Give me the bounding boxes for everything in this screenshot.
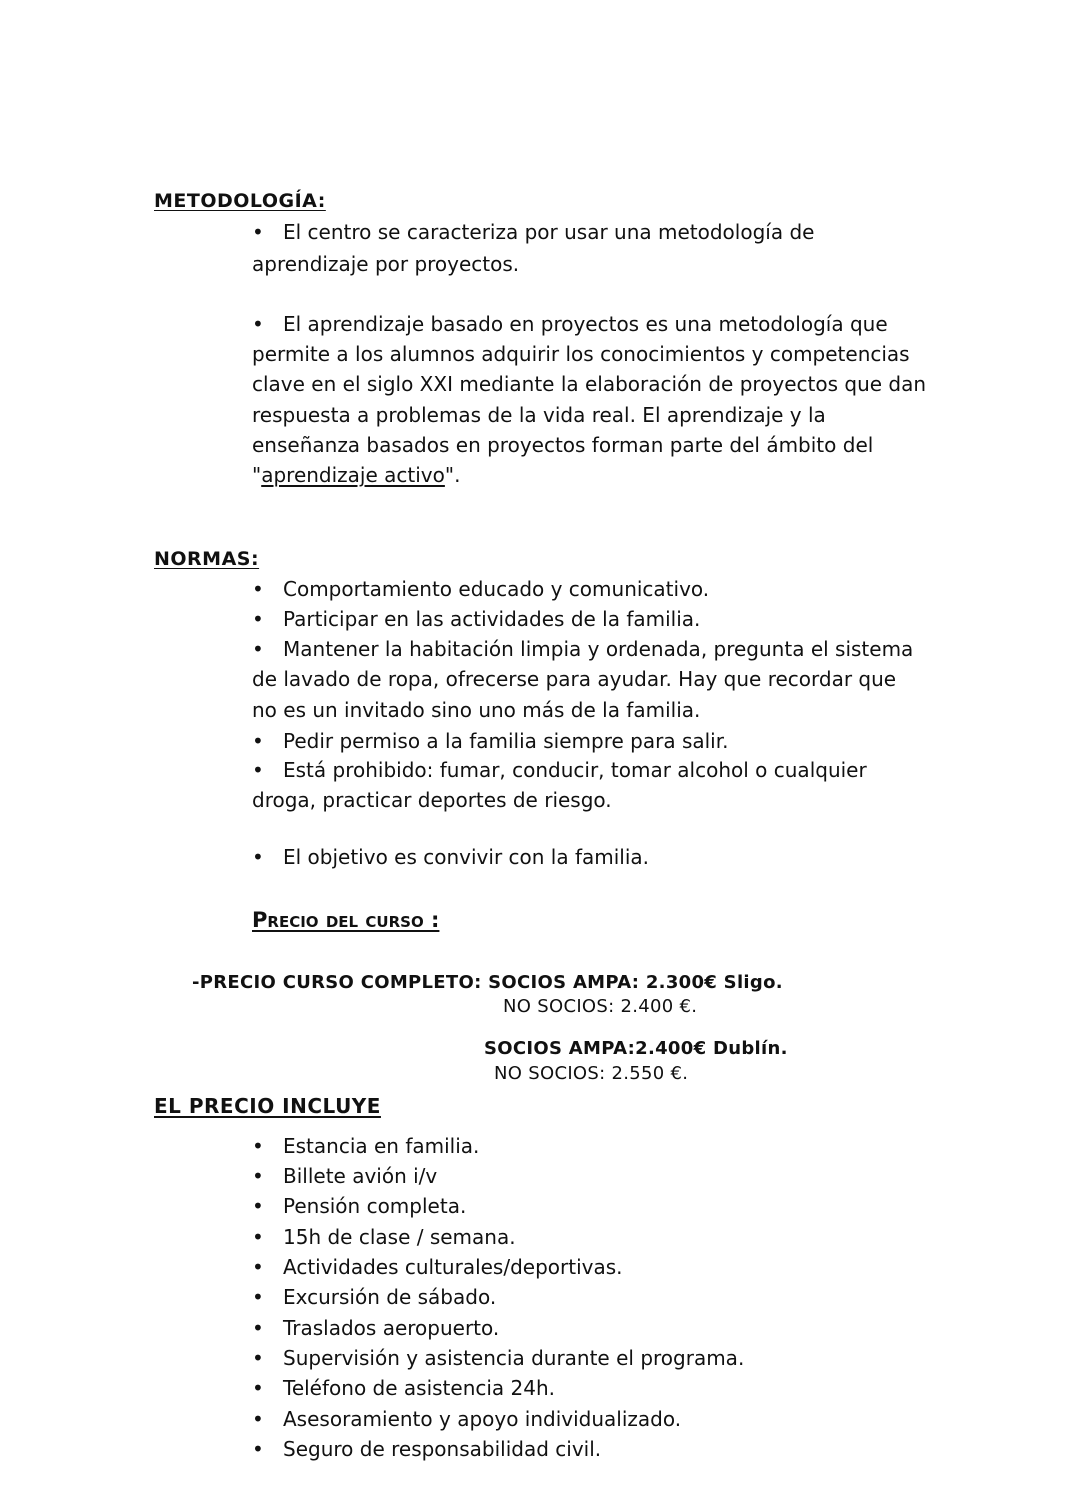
list-item-text: Traslados aeropuerto. (283, 1316, 500, 1340)
list-item (252, 758, 867, 782)
bullet-icon: • (252, 1316, 264, 1340)
list-item (252, 845, 649, 869)
list-item-text: Pedir permiso a la familia siempre para salir. (283, 729, 729, 753)
list-item (252, 1376, 555, 1400)
list-item (252, 1316, 499, 1340)
precio-heading: Precio del curso : (252, 908, 440, 932)
precio-line-no-socios-sligo: NO SOCIOS: 2.400 €. (503, 996, 698, 1017)
bullet-icon: • (252, 312, 264, 336)
list-item-text: Asesoramiento y apoyo individualizado. (283, 1407, 682, 1431)
list-item (252, 1225, 516, 1249)
list-item-continuation (252, 463, 460, 487)
bullet-icon: • (252, 220, 264, 244)
list-item (252, 1194, 466, 1218)
list-item-text: Billete avión i/v (283, 1164, 438, 1188)
list-item-continuation: de lavado de ropa, ofrecerse para ayudar. Hay que recordar que (252, 667, 897, 691)
bullet-icon: • (252, 607, 264, 631)
incluye-heading: EL PRECIO INCLUYE (154, 1094, 381, 1118)
list-item (252, 1285, 496, 1309)
list-item (252, 1164, 437, 1188)
list-item-text: Pensión completa. (283, 1194, 467, 1218)
bullet-icon: • (252, 1255, 264, 1279)
list-item (252, 577, 709, 601)
list-item-text: Comportamiento educado y comunicativo. (283, 577, 710, 601)
list-item-text: El objetivo es convivir con la familia. (283, 845, 650, 869)
list-item (252, 1134, 479, 1158)
bullet-icon: • (252, 577, 264, 601)
metodologia-heading: METODOLOGÍA: (154, 190, 326, 212)
list-item (252, 312, 888, 336)
quote-mark: " (252, 463, 262, 487)
bullet-icon: • (252, 1194, 264, 1218)
list-item (252, 607, 700, 631)
list-item-text: Supervisión y asistencia durante el programa. (283, 1346, 745, 1370)
bullet-icon: • (252, 1346, 264, 1370)
bullet-icon: • (252, 1225, 264, 1249)
bullet-icon: • (252, 1164, 264, 1188)
list-item-continuation: no es un invitado sino uno más de la familia. (252, 698, 701, 722)
list-item (252, 729, 728, 753)
bullet-icon: • (252, 729, 264, 753)
precio-line-dublin: SOCIOS AMPA:2.400€ Dublín. (484, 1038, 788, 1059)
bullet-icon: • (252, 1407, 264, 1431)
list-item-text: Estancia en familia. (283, 1134, 480, 1158)
list-item-continuation: clave en el siglo XXI mediante la elaboración de proyectos que dan (252, 372, 927, 396)
bullet-icon: • (252, 758, 264, 782)
list-item-text: Participar en las actividades de la familia. (283, 607, 701, 631)
list-item-continuation: droga, practicar deportes de riesgo. (252, 788, 612, 812)
normas-heading: NORMAS: (154, 548, 260, 570)
quote-mark: ". (444, 463, 461, 487)
list-item (252, 637, 913, 661)
bullet-icon: • (252, 1134, 264, 1158)
list-item-text: Teléfono de asistencia 24h. (283, 1376, 556, 1400)
precio-line-sligo: -PRECIO CURSO COMPLETO: SOCIOS AMPA: 2.300€ Sligo. (192, 972, 783, 993)
list-item-continuation: enseñanza basados en proyectos forman parte del ámbito del (252, 433, 874, 457)
list-item-continuation: respuesta a problemas de la vida real. El aprendizaje y la (252, 403, 826, 427)
bullet-icon: • (252, 1376, 264, 1400)
list-item (252, 1437, 601, 1461)
list-item-text: Mantener la habitación limpia y ordenada, pregunta el sistema (283, 637, 914, 661)
list-item (252, 1346, 744, 1370)
list-item-text: Seguro de responsabilidad civil. (283, 1437, 602, 1461)
list-item-text: Actividades culturales/deportivas. (283, 1255, 623, 1279)
bullet-icon: • (252, 1437, 264, 1461)
list-item-text: 15h de clase / semana. (283, 1225, 516, 1249)
precio-line-no-socios-dublin: NO SOCIOS: 2.550 €. (494, 1063, 689, 1084)
bullet-icon: • (252, 1285, 264, 1309)
list-item (252, 220, 814, 244)
list-item-text: El aprendizaje basado en proyectos es una metodología que (283, 312, 888, 336)
aprendizaje-activo-link[interactable]: aprendizaje activo (261, 463, 445, 487)
list-item-text: El centro se caracteriza por usar una metodología de (283, 220, 815, 244)
list-item-text: Excursión de sábado. (283, 1285, 497, 1309)
bullet-icon: • (252, 637, 264, 661)
list-item-continuation: aprendizaje por proyectos. (252, 252, 520, 276)
bullet-icon: • (252, 845, 264, 869)
list-item (252, 1407, 681, 1431)
list-item (252, 1255, 623, 1279)
list-item-text: Está prohibido: fumar, conducir, tomar alcohol o cualquier (283, 758, 867, 782)
list-item-continuation: permite a los alumnos adquirir los conocimientos y competencias (252, 342, 910, 366)
